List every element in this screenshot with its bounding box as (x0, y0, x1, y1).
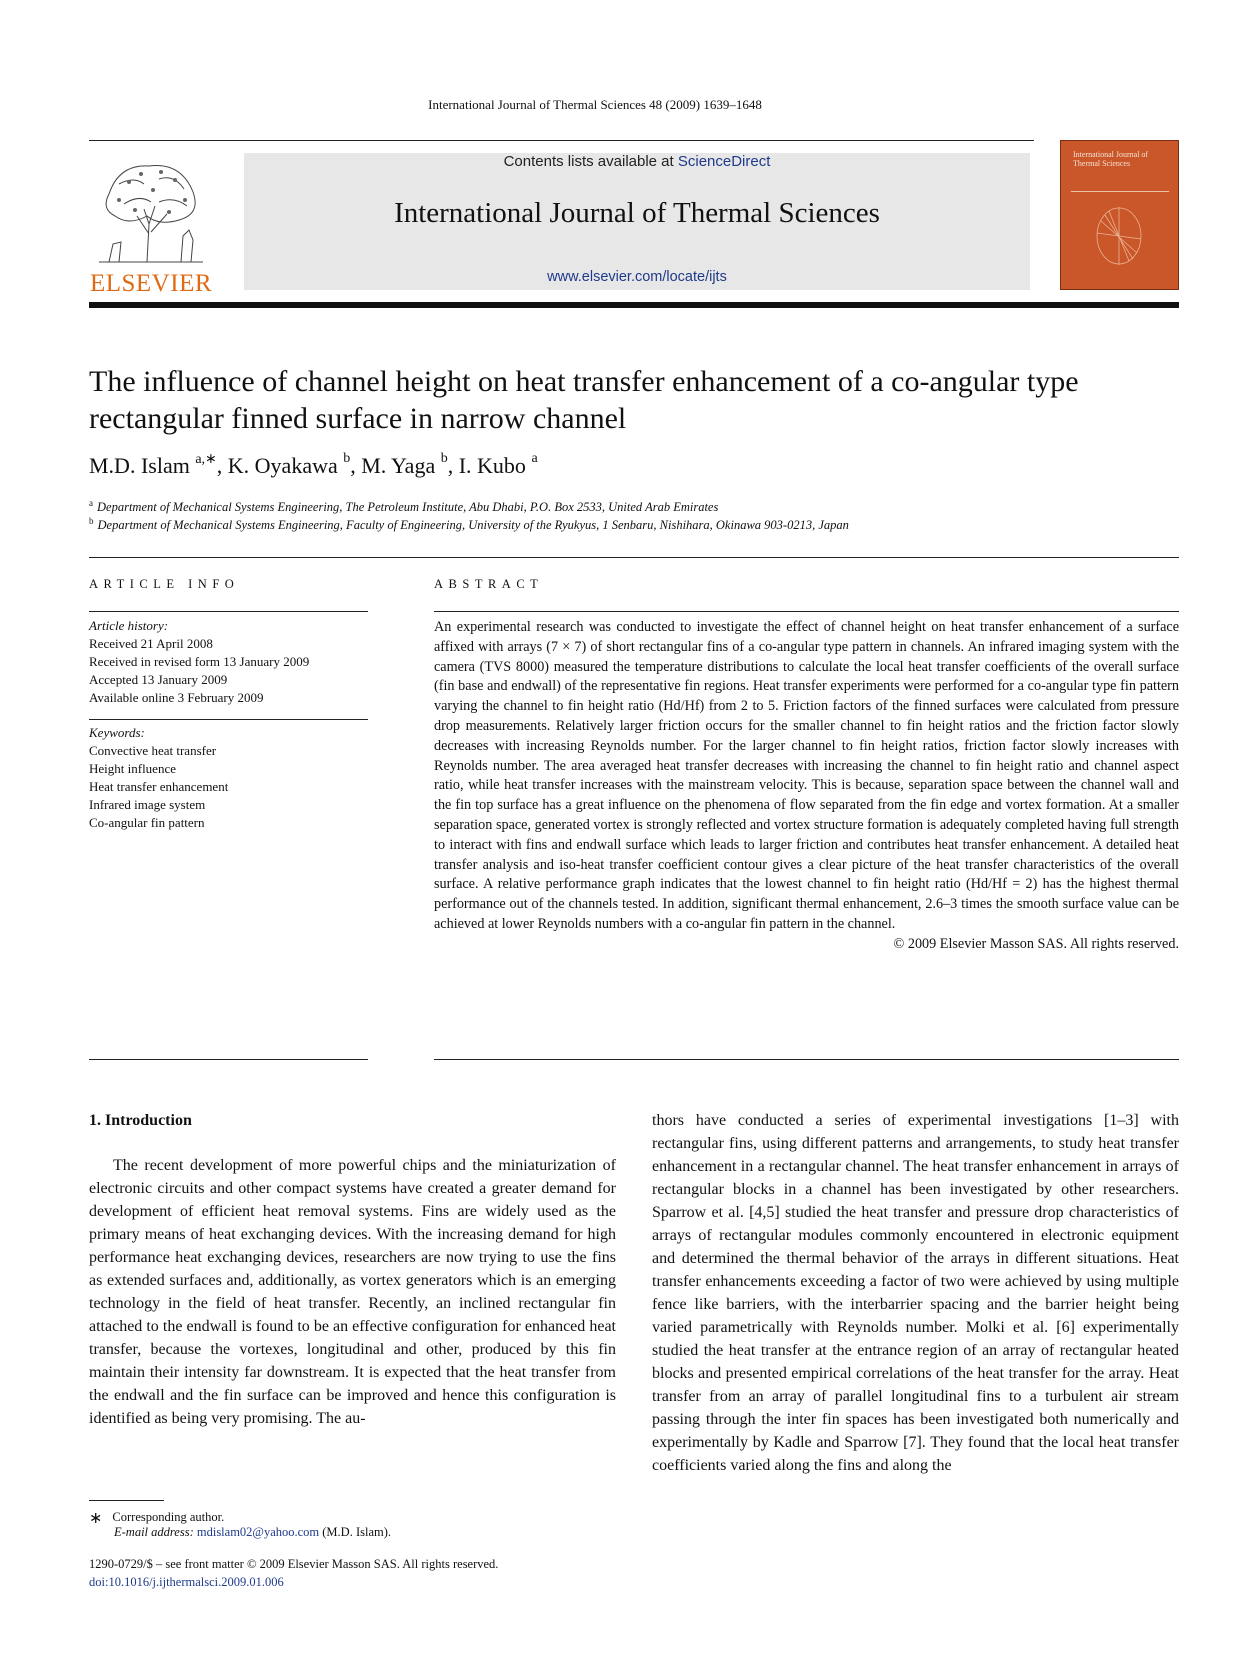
history-item: Received in revised form 13 January 2009 (89, 654, 310, 669)
journal-title: International Journal of Thermal Sciences (394, 197, 880, 229)
author-name[interactable]: M.D. Islam (89, 453, 190, 478)
journal-banner (244, 153, 1030, 290)
section-heading-introduction: 1. Introduction (89, 1112, 192, 1129)
footnote-corresponding (89, 1506, 224, 1526)
journal-cover-image (1060, 140, 1179, 290)
history-item: Received 21 April 2008 (89, 636, 213, 651)
body-paragraph: The recent development of more powerful chips and the miniaturization of electronic circuits and other compact systems have created a greater demand for development of efficient heat removal systems. Fins are widely used as the primary means of heat exchanging devices. With the increasing demand for high performance heat exchanging devices, researchers are now trying to use the fins as extended surfaces and, additionally, as vortex generators which is an emerging technology in the field of heat transfer. Recently, an inclined rectangular fin attached to the endwall is found to be an effective configuration for enhanced heat transfer, because the vortexes, longitudinal and other, produced by this fin maintain their intensity far downstream. It is expected that the heat transfer from the endwall and the fin surface can be improved and hence this configuration is identified as being very promising. The au- (89, 1157, 616, 1427)
author-mark: b (440, 451, 448, 466)
author-mark: b (343, 451, 351, 466)
keyword-item[interactable]: Heat transfer enhancement (89, 779, 229, 794)
contents-prefix: Contents lists available at (503, 153, 678, 170)
article-info-rule (89, 719, 368, 720)
cover-title: International Journal of Thermal Sciences (1073, 150, 1149, 168)
header-thick-rule (89, 302, 1179, 308)
footnote-email (114, 1525, 391, 1540)
issn-line: 1290-0729/$ – see front matter © 2009 Elsevier Masson SAS. All rights reserved. (89, 1557, 499, 1571)
contents-line (244, 153, 1030, 170)
author-list: M.D. Islam $^{a,∗}$, K. Oyakawa $^b$, M. Yaga $^b$, I. Kubo $^a$ (89, 451, 538, 478)
header-rule (89, 140, 1034, 141)
affiliation-text: Department of Mechanical Systems Engineering, The Petroleum Institute, Abu Dhabi, P.O. Box 2533, United Arab Emirates (97, 500, 719, 514)
abstract-copyright: © 2009 Elsevier Masson SAS. All rights reserved. (893, 935, 1179, 952)
article-info-end-rule (89, 1059, 368, 1060)
author-mark: a,∗ (195, 452, 217, 467)
sciencedirect-link[interactable]: ScienceDirect (677, 153, 771, 170)
footnote-mark: ∗ (89, 1510, 103, 1527)
body-column-right (652, 1109, 1179, 1477)
author-name[interactable]: I. Kubo (458, 453, 526, 478)
email-suffix: (M.D. Islam). (322, 1525, 392, 1539)
email-label: E-mail address: (114, 1525, 194, 1539)
article-info-heading: ARTICLE INFO (89, 577, 240, 591)
affiliation-a (89, 500, 1179, 515)
abstract-body (434, 618, 1179, 955)
author-name[interactable]: K. Oyakawa (227, 453, 338, 478)
email-link[interactable]: mdislam02@yahoo.com (196, 1525, 320, 1539)
keywords-label: Keywords: (89, 725, 145, 740)
abstract-heading: ABSTRACT (434, 577, 544, 591)
history-label: Article history: (89, 618, 169, 633)
article-title: The influence of channel height on heat transfer enhancement of a co-angular type rectangular finned surface in narrow channel (89, 365, 1079, 435)
abstract-end-rule (434, 1059, 1179, 1060)
keyword-item[interactable]: Co-angular fin pattern (89, 815, 205, 830)
tree-icon (89, 154, 213, 266)
keyword-item[interactable]: Convective heat transfer (89, 743, 217, 758)
affiliation-mark: b (89, 516, 94, 526)
history-item: Available online 3 February 2009 (89, 690, 264, 705)
author-name[interactable]: M. Yaga (361, 453, 436, 478)
corresponding-text: Corresponding author. (112, 1510, 225, 1524)
affiliation-b (89, 518, 1179, 533)
history-item: Accepted 13 January 2009 (89, 672, 228, 687)
article-history (89, 617, 379, 707)
journal-url-link[interactable]: www.elsevier.com/locate/ijts (547, 269, 727, 285)
keyword-item[interactable]: Infrared image system (89, 797, 206, 812)
body-paragraph: thors have conducted a series of experimental investigations [1–3] with rectangular fins, using different patterns and arrangements, to study heat transfer enhancement in a rectangular channel. The heat transfer enhancement in arrays of rectangular blocks in a channel has been investigated by other researchers. Sparrow et al. [4,5] studied the heat transfer and pressure drop characteristics of arrays of rectangular modules commonly encountered in electronic equipment and determined the thermal behavior of the arrays in different situations. Heat transfer enhancements exceeding a factor of two were achieved by using multiple fence like barriers, with the interbarrier spacing and the barrier height being varied parametrically with Reynolds number. Molki et al. [6] experimentally studied the heat transfer at the entrance region of an array of rectangular heated blocks and presented empirical correlations of the heat transfer for the array. Heat transfer from an array of parallel longitudinal fins to a turbulent air stream passing through the inter fin spaces has been investigated both numerically and experimentally by Kadle and Sparrow [7]. They found that the local heat transfer coefficients varied along the fins and along the (652, 1112, 1179, 1474)
author-mark: a (531, 451, 538, 466)
cover-art-icon (1061, 141, 1179, 290)
abstract-text: An experimental research was conducted to investigate the effect of channel height on heat transfer enhancement of a surface affixed with arrays (7 × 7) of short rectangular fins of a co-angular type pattern in channels. An infrared imaging system with the camera (TVS 8000) measured the temperature distributions to calculate the local heat transfer coefficients of the overall surface (fin base and endwall) of the representative fin regions. Heat transfer experiments were performed for a co-angular type fin pattern varying the channel to fin height ratio (Hd/Hf) from 2 to 5. Friction factors of the finned surfaces were calculated from pressure drop measurements. Relatively larger friction occurs for the smaller channel to fin height ratios and the friction factor slowly decreases with increasing Reynolds number. For the larger channel to fin height ratios, friction factor slowly increases with Reynolds number. The area averaged heat transfer decreases with increasing the channel to fin height ratio and channel aspect ratio, while heat transfer increases with the mainstream velocity. This is because, separation space between the channel wall and the fin top surface has a great influence on the phenomena of flow separated from the fin edge and vortex formation. At a smaller separation space, generated vortex is strongly reflected and vortex structure formation is adequately completed having full strength to interact with fins and endwall surface which leads to larger friction and contributes heat transfer enhancement. A detailed heat transfer analysis and iso-heat transfer coefficient contour gives a clear picture of the heat transfer characteristics of the overall surface. A relative performance graph indicates that the lowest channel to fin height ratio (Hd/Hf = 2) has the highest thermal performance out of the channels tested. In addition, significant thermal enhancement, 2.6–3 times the smooth surface value can be achieved at lower Reynolds numbers with a co-angular fin pattern in the channel. (434, 619, 1179, 932)
affiliation-text: Department of Mechanical Systems Engineering, Faculty of Engineering, University of the Ryukyus, 1 Senbaru, Nishihara, Okinawa 903-0213, Japan (97, 518, 849, 532)
elsevier-logo[interactable] (89, 154, 213, 297)
running-head: International Journal of Thermal Sciences 48 (2009) 1639–1648 (428, 97, 762, 112)
doi-link[interactable]: doi:10.1016/j.ijthermalsci.2009.01.006 (89, 1575, 284, 1589)
body-column-left (89, 1109, 616, 1430)
logo-wordmark: ELSEVIER (89, 270, 213, 297)
abstract-rule (434, 611, 1179, 612)
keyword-item[interactable]: Height influence (89, 761, 176, 776)
section-rule (89, 557, 1179, 558)
keywords (89, 724, 379, 832)
affiliation-mark: a (89, 498, 93, 508)
footnote-rule (89, 1500, 164, 1501)
article-info-rule (89, 611, 368, 612)
